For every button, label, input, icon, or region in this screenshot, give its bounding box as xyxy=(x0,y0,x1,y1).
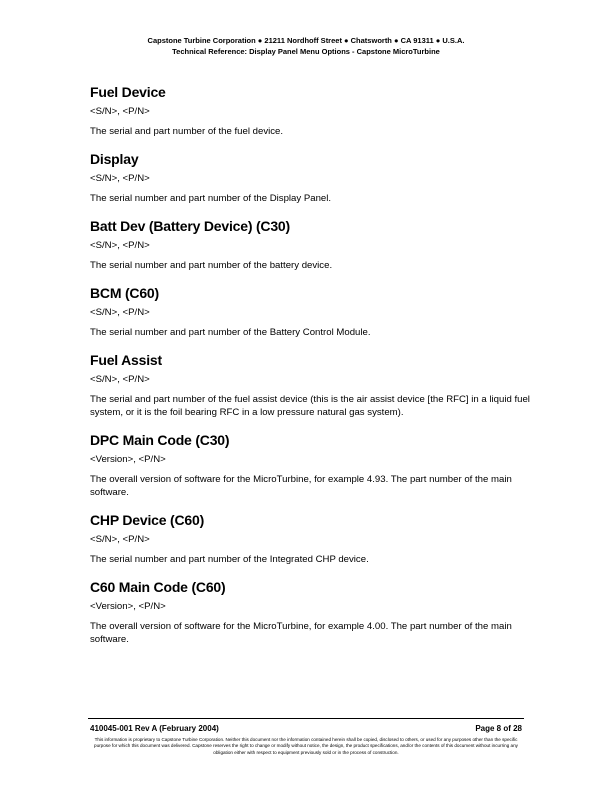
page-footer xyxy=(90,724,522,733)
section-title: Batt Dev (Battery Device) (C30) xyxy=(90,218,290,234)
section-syntax: <S/N>, <P/N> xyxy=(90,106,150,117)
section-dpc-main-code xyxy=(90,432,530,499)
section-description: The serial number and part number of the Display Panel. xyxy=(90,193,332,204)
section-syntax: <S/N>, <P/N> xyxy=(90,173,150,184)
section-title: DPC Main Code (C30) xyxy=(90,432,230,448)
header-address: Capstone Turbine Corporation ● 21211 Nordhoff Street ● Chatsworth ● CA 91311 ● U.S.A. xyxy=(147,36,465,45)
section-title: Fuel Device xyxy=(90,84,166,100)
section-c60-main-code xyxy=(90,579,530,646)
section-description: The overall version of software for the MicroTurbine, for example 4.00. The part number of the main software. xyxy=(90,621,512,645)
footer-divider xyxy=(88,718,524,719)
footer-disclaimer: This information is proprietary to Capstone Turbine Corporation. Neither this document nor the information contained herein shall be copied, disclosed to others, or used for any purposes other than the specific purpose for which this document was delivered. Capstone reserves the right to change or modify without notice, the design, the product specifications, and/or the contents of this document without incurring any obligation either with respect to equipment previously sold or in the process of construction. xyxy=(94,737,518,755)
section-description: The serial number and part number of the Integrated CHP device. xyxy=(90,554,369,565)
section-title: Fuel Assist xyxy=(90,352,162,368)
section-batt-dev xyxy=(90,218,530,272)
section-description: The serial and part number of the fuel assist device (this is the air assist device [the RFC] in a liquid fuel system, or it is the foil bearing RFC in a low pressure natural gas system). xyxy=(90,394,530,418)
section-title: Display xyxy=(90,151,139,167)
section-syntax: <Version>, <P/N> xyxy=(90,601,166,612)
section-description: The overall version of software for the MicroTurbine, for example 4.93. The part number of the main software. xyxy=(90,474,512,498)
section-display xyxy=(90,151,530,205)
section-syntax: <S/N>, <P/N> xyxy=(90,534,150,545)
section-title: BCM (C60) xyxy=(90,285,159,301)
section-description: The serial number and part number of the Battery Control Module. xyxy=(90,327,371,338)
section-fuel-assist xyxy=(90,352,530,419)
section-syntax: <S/N>, <P/N> xyxy=(90,240,150,251)
section-syntax: <S/N>, <P/N> xyxy=(90,374,150,385)
footer-page-number: Page 8 of 28 xyxy=(475,724,522,733)
section-syntax: <Version>, <P/N> xyxy=(90,454,166,465)
section-bcm xyxy=(90,285,530,339)
section-syntax: <S/N>, <P/N> xyxy=(90,307,150,318)
section-title: CHP Device (C60) xyxy=(90,512,205,528)
section-title: C60 Main Code (C60) xyxy=(90,579,226,595)
page-header xyxy=(0,36,612,57)
footer-doc-id: 410045-001 Rev A (February 2004) xyxy=(90,724,219,733)
section-description: The serial and part number of the fuel device. xyxy=(90,126,284,137)
section-description: The serial number and part number of the battery device. xyxy=(90,260,333,271)
document-body xyxy=(90,84,530,659)
section-fuel-device xyxy=(90,84,530,138)
section-chp-device xyxy=(90,512,530,566)
header-doc-title: Technical Reference: Display Panel Menu Options - Capstone MicroTurbine xyxy=(172,46,440,56)
